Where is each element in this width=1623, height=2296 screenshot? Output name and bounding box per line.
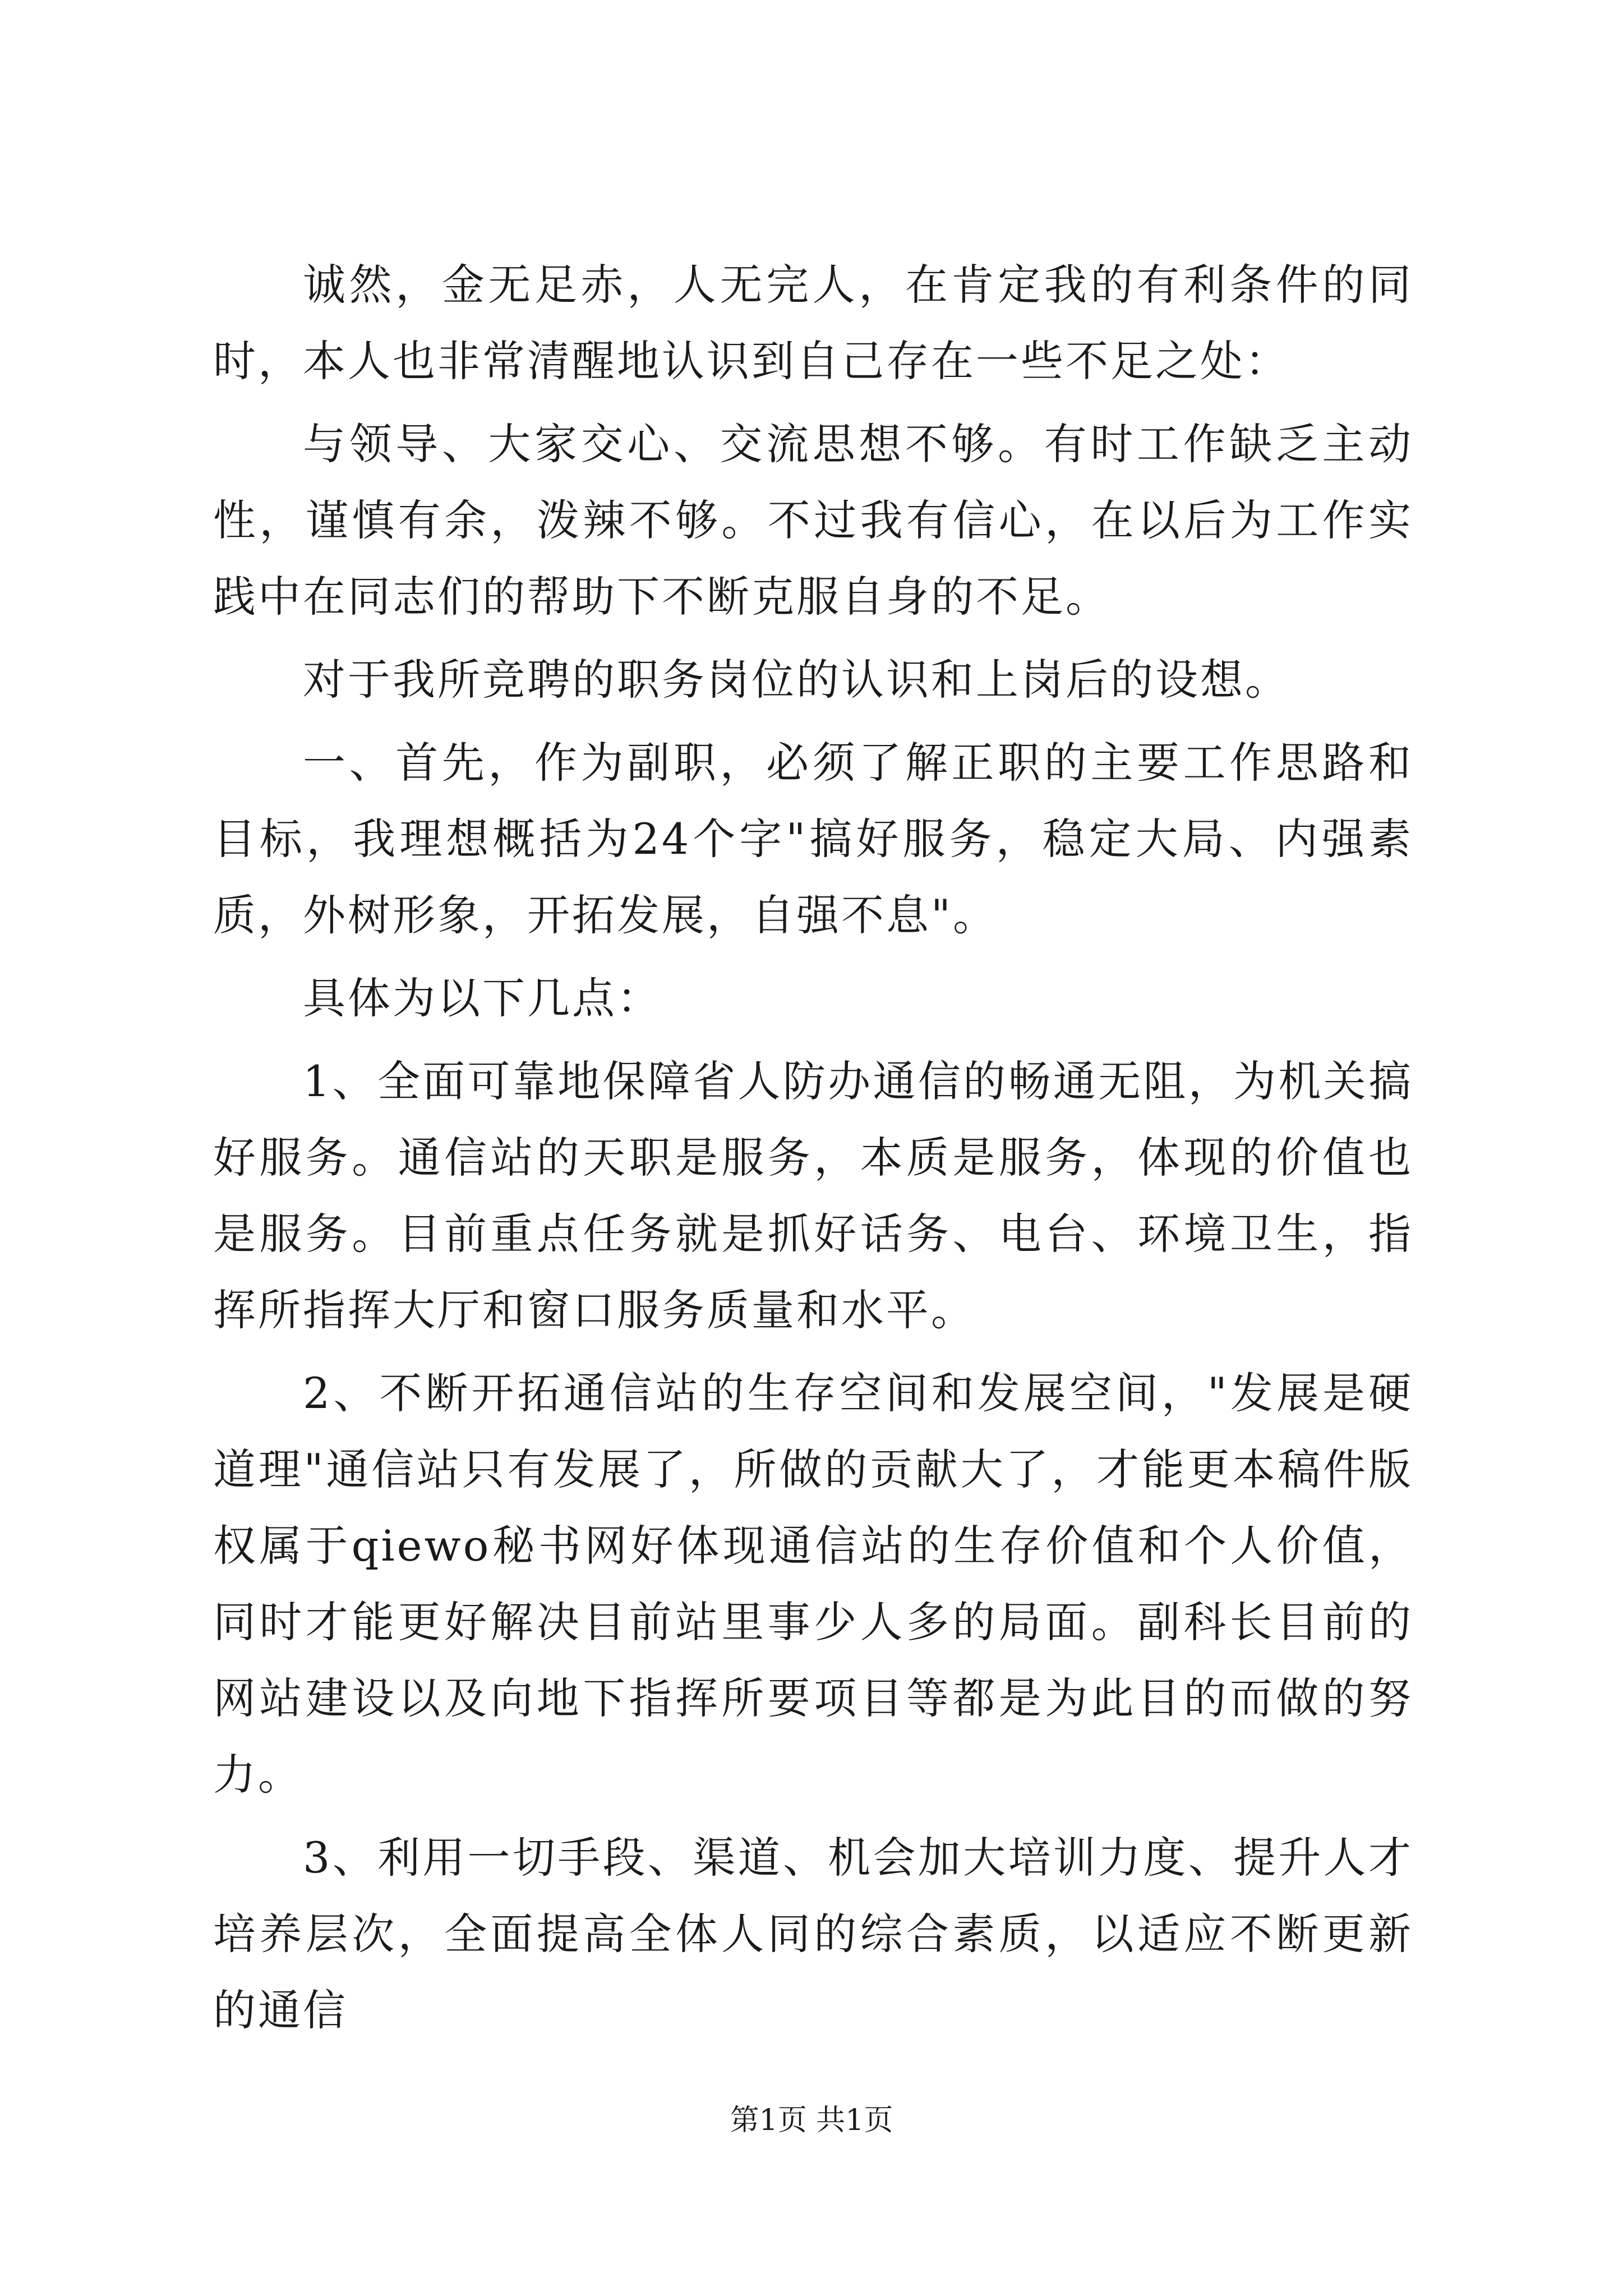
page-footer: 第1页 共1页 xyxy=(730,2104,893,2137)
paragraph-8: 3、利用一切手段、渠道、机会加大培训力度、提升人才培养层次，全面提高全体人同的综合素质，以适应不断更新的通信 xyxy=(213,1833,1413,2035)
paragraph-6: 1、全面可靠地保障省人防办通信的畅通无阻，为机关搞好服务。通信站的天职是服务，本质是服务，体现的价值也是服务。目前重点任务就是抓好话务、电台、环境卫生，指挥所指挥大厅和窗口服务质量和水平。 xyxy=(213,1056,1413,1335)
document-body xyxy=(213,247,1413,2055)
paragraph-7: 2、不断开拓通信站的生存空间和发展空间，"发展是硬道理"通信站只有发展了，所做的贡献大了，才能更本稿件版权属于qiewo秘书网好体现通信站的生存价值和个人价值，同时才能更好解决目前站里事少人多的局面。副科长目前的网站建设以及向地下指挥所要项目等都是为此目的而做的努力。 xyxy=(213,1368,1413,1800)
paragraph-1: 诚然，金无足赤，人无完人，在肯定我的有利条件的同时，本人也非常清醒地认识到自己存在一些不足之处： xyxy=(213,260,1413,386)
paragraph-5: 具体为以下几点： xyxy=(303,973,662,1023)
paragraph-3: 对于我所竞聘的职务岗位的认识和上岗后的设想。 xyxy=(303,655,1290,705)
paragraph-2: 与领导、大家交心、交流思想不够。有时工作缺乏主动性，谨慎有余，泼辣不够。不过我有信心，在以后为工作实践中在同志们的帮助下不断克服自身的不足。 xyxy=(213,419,1413,622)
paragraph-4: 一、首先，作为副职，必须了解正职的主要工作思路和目标，我理想概括为24个字"搞好服务，稳定大局、内强素质，外树形象，开拓发展，自强不息"。 xyxy=(213,738,1413,940)
